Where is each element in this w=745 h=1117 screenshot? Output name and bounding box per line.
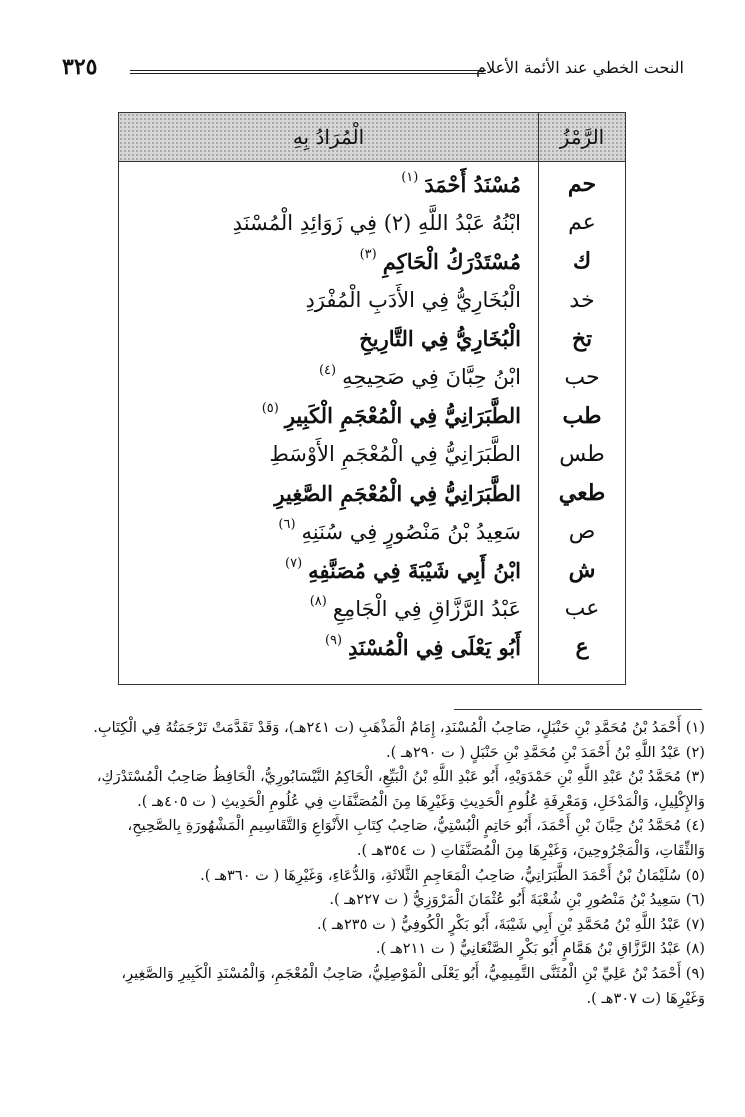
footnote-marker: (٩) (324, 632, 343, 648)
footnote-line: (٧) عَبْدُ اللَّهِ بْنُ مُحَمَّدِ بْنِ أَبِي شَيْبَةَ، أَبُو بَكْرٍ الْكُوفِيُّ ( ت ٢٣٥هـ ). (317, 915, 705, 933)
table-row (119, 358, 625, 397)
table-row (119, 551, 625, 590)
footnote-line: (٥) سُلَيْمَانُ بْنُ أَحْمَدَ الطَّبَرَانِيُّ، صَاحِبُ الْمَعَاجِمِ الثَّلاثَةِ، وَالدُّعَاءِ، وَغَيْرِهَا ( ت ٣٦٠هـ ). (200, 866, 705, 884)
row-meaning (285, 551, 521, 590)
table-row (119, 242, 625, 281)
row-symbol: حم (567, 171, 597, 198)
table-row (119, 628, 625, 667)
table-body (119, 165, 625, 667)
table-row (119, 397, 625, 436)
row-symbol: ك (572, 248, 592, 275)
row-symbol: طعي (558, 480, 606, 507)
footnote-line: (٤) مُحَمَّدُ بْنُ حِبَّانَ بْنِ أَحْمَدَ، أَبُو حَاتِمٍ الْبُسْتِيُّ، صَاحِبُ كِتَابِ الأَنْوَاعِ وَالتَّقَاسِيمِ الْمَشْهُورَةِ بِالصَّحِيحِ، (127, 817, 705, 835)
row-meaning-text: أَبُو يَعْلَى فِي الْمُسْنَدِ (348, 634, 521, 660)
row-meaning-text: ابْنُهُ عَبْدُ اللَّهِ (٢) فِي زَوَائِدِ الْمُسْنَدِ (232, 210, 521, 235)
row-meaning (233, 204, 521, 243)
running-header (62, 54, 684, 86)
row-meaning-text: ابْنُ حِبَّانَ فِي صَحِيحِهِ (342, 365, 521, 390)
footnote-separator (454, 709, 702, 710)
row-meaning (310, 590, 521, 629)
footnote-line: (٩) أَحْمَدُ بْنُ عَلِيِّ بْنِ الْمُثَنَّى التَّمِيمِيُّ، أَبُو يَعْلَى الْمَوْصِلِيُّ، صَاحِبُ الْمُعْجَمِ، وَالْمُسْنَدِ الْكَبِيرِ وَالصَّغِيرِ، (121, 964, 705, 982)
header-title: النحت الخطي عند الأئمة الأعلام (476, 58, 684, 77)
row-meaning (325, 628, 521, 667)
row-meaning (319, 358, 521, 397)
row-meaning (360, 242, 521, 281)
row-symbol: طب (562, 402, 602, 429)
footnote-marker: (٨) (309, 594, 327, 610)
row-meaning-text: سَعِيدُ بْنُ مَنْصُورٍ فِي سُنَنِهِ (301, 519, 521, 544)
column-header-symbol: الرَّمْزُ (538, 113, 625, 161)
table-row (119, 319, 625, 358)
row-meaning (278, 512, 521, 551)
footnote-marker: (٦) (278, 517, 296, 533)
row-meaning-text: الطَّبَرَانِيُّ فِي الْمُعْجَمِ الْكَبِيرِ (284, 403, 521, 429)
row-meaning (274, 474, 521, 513)
footnote-line: (٨) عَبْدُ الرَّزَّاقِ بْنُ هَمَّامٍ أَبُو بَكْرٍ الصَّنْعَانِيُّ ( ت ٢١١هـ ). (375, 940, 705, 958)
row-symbol: تخ (571, 325, 593, 352)
row-meaning (401, 165, 521, 204)
row-symbol: حب (564, 364, 600, 390)
row-meaning-text: الطَّبَرَانِيُّ فِي الْمُعْجَمِ الأَوْسَطِ (269, 442, 521, 467)
footnote-line: (٣) مُحَمَّدُ بْنُ عَبْدِ اللَّهِ بْنِ حَمْدَوَيْهِ، أَبُو عَبْدِ اللَّهِ بْنُ الْبَيِّعِ، الْحَاكِمُ النَّيْسَابُورِيُّ، الْحَافِظُ صَاحِبُ الْمُسْتَدْرَكِ، (96, 768, 705, 786)
row-symbol: عب (564, 596, 600, 622)
row-meaning-text: مُسْنَدُ أَحْمَدَ (424, 171, 521, 197)
footnote-marker: (٣) (359, 246, 377, 262)
row-meaning-text: الطَّبَرَانِيُّ فِي الْمُعْجَمِ الصَّغِيرِ (274, 480, 521, 506)
table-row (119, 281, 625, 320)
row-symbol: عم (568, 210, 596, 236)
symbols-table (118, 112, 626, 685)
footnote-marker: (١) (401, 169, 419, 185)
row-meaning (262, 397, 521, 436)
row-meaning-text: الْبُخَارِيُّ فِي التَّارِيخِ (359, 326, 521, 352)
row-meaning (305, 281, 521, 320)
row-symbol: خد (569, 287, 595, 313)
row-symbol: ش (568, 557, 596, 584)
footnote-marker: (٥) (261, 401, 279, 417)
row-symbol: ع (575, 634, 589, 661)
table-row (119, 165, 625, 204)
header-double-rule (130, 70, 486, 74)
table-row (119, 512, 625, 551)
table-row (119, 590, 625, 629)
row-meaning-text: عَبْدُ الرَّزَّاقِ فِي الْجَامِعِ (332, 596, 521, 621)
footnote-line: (١) أَحْمَدُ بْنُ مُحَمَّدِ بْنِ حَنْبَلٍ، صَاحِبُ الْمُسْنَدِ، إِمَامُ الْمَذْهَبِ (ت ٢٤١هـ)، وَقَدْ تَقَدَّمَتْ تَرْجَمَتُهُ فِي الْكِتَابِ. (93, 719, 705, 736)
row-meaning-text: الْبُخَارِيُّ فِي الأَدَبِ الْمُفْرَدِ (305, 288, 521, 313)
footnotes (33, 716, 705, 1011)
column-header-meaning: الْمُرَادُ بِهِ (292, 125, 365, 149)
row-symbol: طس (559, 441, 605, 467)
footnote-line: وَالثِّقَاتِ، وَالْمَجْرُوحِينَ، وَغَيْرِهَا مِنَ الْمُصَنَّفَاتِ ( ت ٣٥٤هـ ). (356, 841, 705, 859)
footnote-line: وَغَيْرِهَا (ت ٣٠٧هـ ). (586, 989, 705, 1007)
row-meaning-text: ابْنُ أَبِي شَيْبَةَ فِي مُصَنَّفِهِ (308, 557, 521, 583)
page-number: ٣٢٥ (62, 54, 98, 80)
table-row (119, 435, 625, 474)
footnote-marker: (٤) (318, 362, 337, 378)
row-symbol: ص (568, 519, 596, 545)
table-header (119, 113, 625, 162)
footnote-line: (٦) سَعِيدُ بْنُ مَنْصُورِ بْنِ شُعْبَةَ أَبُو عُثْمَانَ الْمَرْوَزِيُّ ( ت ٢٢٧هـ ). (329, 891, 705, 909)
row-meaning (359, 319, 521, 358)
row-meaning-text: مُسْتَدْرَكُ الْحَاكِمِ (382, 248, 521, 274)
footnote-line: وَالإِكْلِيلِ، وَالْمَدْخَلِ، وَمَعْرِفَةِ عُلُومِ الْحَدِيثِ وَغَيْرِهَا مِنَ الْمُصَنَّفَاتِ فِي عُلُومِ الْحَدِيثِ ( ت ٤٠٥هـ ). (137, 792, 705, 810)
table-row (119, 474, 625, 513)
footnote-line: (٢) عَبْدُ اللَّهِ بْنُ أَحْمَدَ بْنِ مُحَمَّدِ بْنِ حَنْبَلٍ ( ت ٢٩٠هـ ). (385, 743, 705, 761)
table-row (119, 204, 625, 243)
row-meaning (269, 435, 521, 474)
footnote-marker: (٧) (285, 555, 303, 571)
